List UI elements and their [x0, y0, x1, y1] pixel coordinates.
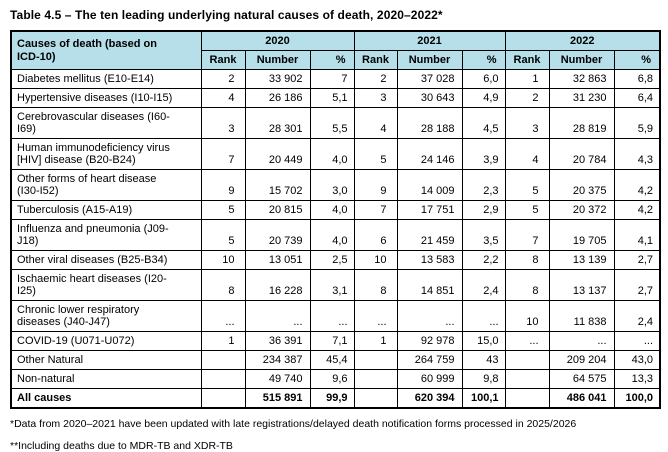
pct-cell: 2,3 — [462, 170, 505, 201]
number-cell: 92 978 — [397, 332, 462, 351]
rank-cell: 7 — [354, 201, 397, 220]
table-row — [11, 170, 660, 201]
number-cell: 14 851 — [397, 270, 462, 301]
rank-cell: 10 — [354, 251, 397, 270]
number-cell: 209 204 — [549, 351, 614, 370]
number-cell: 36 391 — [245, 332, 310, 351]
rank-header-2020: Rank — [201, 51, 245, 70]
number-cell: 13 137 — [549, 270, 614, 301]
pct-cell: ... — [310, 301, 354, 332]
pct-cell: 4,3 — [614, 139, 660, 170]
number-header-2021: Number — [397, 51, 462, 70]
cause-cell: COVID-19 (U071-U072) — [11, 332, 201, 351]
rank-cell: 9 — [354, 170, 397, 201]
pct-cell: 3,1 — [310, 270, 354, 301]
rank-cell — [201, 389, 245, 409]
number-cell: 28 188 — [397, 108, 462, 139]
rank-cell: 8 — [505, 251, 549, 270]
pct-cell: ... — [614, 332, 660, 351]
pct-cell: 4,0 — [310, 220, 354, 251]
pct-cell: 3,9 — [462, 139, 505, 170]
cause-cell: Non-natural — [11, 370, 201, 389]
rank-cell: 7 — [201, 139, 245, 170]
table-row — [11, 70, 660, 89]
rank-cell: 8 — [354, 270, 397, 301]
pct-cell: 45,4 — [310, 351, 354, 370]
rank-header-2022: Rank — [505, 51, 549, 70]
rank-cell: 10 — [201, 251, 245, 270]
cause-cell: Other Natural — [11, 351, 201, 370]
number-cell: 21 459 — [397, 220, 462, 251]
pct-cell: 43,0 — [614, 351, 660, 370]
number-cell: 16 228 — [245, 270, 310, 301]
cause-cell: Cerebrovascular diseases (I60-I69) — [11, 108, 201, 139]
rank-cell: 2 — [505, 89, 549, 108]
table-row — [11, 270, 660, 301]
pct-cell: 2,7 — [614, 251, 660, 270]
number-cell: 20 739 — [245, 220, 310, 251]
pct-cell: 9,8 — [462, 370, 505, 389]
table-row — [11, 139, 660, 170]
rank-cell: 3 — [201, 108, 245, 139]
percent-header-2021: % — [462, 51, 505, 70]
rank-cell: ... — [354, 301, 397, 332]
pct-cell: 4,0 — [310, 201, 354, 220]
pct-cell: 4,2 — [614, 201, 660, 220]
pct-cell: 4,2 — [614, 170, 660, 201]
cause-cell: Other viral diseases (B25-B34) — [11, 251, 201, 270]
pct-cell: 4,5 — [462, 108, 505, 139]
number-cell: 234 387 — [245, 351, 310, 370]
number-cell: 20 375 — [549, 170, 614, 201]
rank-cell — [505, 389, 549, 409]
number-cell: 19 705 — [549, 220, 614, 251]
cause-cell: Ischaemic heart diseases (I20-I25) — [11, 270, 201, 301]
pct-cell: 3,0 — [310, 170, 354, 201]
rank-cell: 10 — [505, 301, 549, 332]
rank-cell: ... — [505, 332, 549, 351]
rank-cell — [354, 351, 397, 370]
number-cell: 20 815 — [245, 201, 310, 220]
rank-cell: 5 — [505, 201, 549, 220]
number-cell: 14 009 — [397, 170, 462, 201]
cause-cell: Human immunodeficiency virus [HIV] disease (B20-B24) — [11, 139, 201, 170]
number-cell: 20 784 — [549, 139, 614, 170]
rank-cell — [201, 351, 245, 370]
number-cell: 37 028 — [397, 70, 462, 89]
table-row — [11, 251, 660, 270]
rank-cell: 3 — [354, 89, 397, 108]
pct-cell: 43 — [462, 351, 505, 370]
table-row — [11, 389, 660, 409]
rank-cell — [505, 351, 549, 370]
rank-cell: 9 — [201, 170, 245, 201]
pct-cell: 4,0 — [310, 139, 354, 170]
number-cell: 30 643 — [397, 89, 462, 108]
percent-header-2020: % — [310, 51, 354, 70]
rank-cell: 7 — [505, 220, 549, 251]
footnote-2: **Including deaths due to MDR-TB and XDR-TB — [10, 440, 233, 452]
cause-cell: Other forms of heart disease (I30-I52) — [11, 170, 201, 201]
percent-header-2022: % — [614, 51, 660, 70]
pct-cell: 5,5 — [310, 108, 354, 139]
number-header-2020: Number — [245, 51, 310, 70]
year-header-2020: 2020 — [201, 31, 354, 51]
causes-of-death-table — [10, 30, 661, 409]
table-title: Table 4.5 – The ten leading underlying natural causes of death, 2020–2022* — [10, 8, 443, 22]
number-cell: 486 041 — [549, 389, 614, 409]
number-cell: ... — [245, 301, 310, 332]
pct-cell: 6,8 — [614, 70, 660, 89]
pct-cell: 2,5 — [310, 251, 354, 270]
pct-cell: 100,1 — [462, 389, 505, 409]
number-cell: 17 751 — [397, 201, 462, 220]
number-cell: 11 838 — [549, 301, 614, 332]
rank-cell: 1 — [201, 332, 245, 351]
number-cell: ... — [397, 301, 462, 332]
table-header — [11, 31, 660, 70]
rank-cell: 4 — [505, 139, 549, 170]
number-cell: 264 759 — [397, 351, 462, 370]
table-row — [11, 332, 660, 351]
number-cell: 15 702 — [245, 170, 310, 201]
rank-cell: 8 — [505, 270, 549, 301]
table-row — [11, 89, 660, 108]
rank-cell: 1 — [505, 70, 549, 89]
number-cell: 33 902 — [245, 70, 310, 89]
pct-cell: 2,4 — [462, 270, 505, 301]
rank-cell: 5 — [354, 139, 397, 170]
cause-cell: Chronic lower respiratory diseases (J40-J47) — [11, 301, 201, 332]
pct-cell: 13,3 — [614, 370, 660, 389]
number-cell: 31 230 — [549, 89, 614, 108]
pct-cell: 7,1 — [310, 332, 354, 351]
rank-cell — [354, 389, 397, 409]
footnote-1: *Data from 2020–2021 have been updated with late registrations/delayed death notification forms processed in 2025/2026 — [10, 418, 577, 430]
footnotes — [10, 418, 659, 452]
pct-cell: 2,4 — [614, 301, 660, 332]
number-cell: 20 449 — [245, 139, 310, 170]
table-row — [11, 351, 660, 370]
pct-cell: 6,0 — [462, 70, 505, 89]
year-header-2022: 2022 — [505, 31, 660, 51]
pct-cell: 100,0 — [614, 389, 660, 409]
pct-cell: 99,9 — [310, 389, 354, 409]
rank-cell: 4 — [201, 89, 245, 108]
rank-header-2021: Rank — [354, 51, 397, 70]
cause-cell: Tuberculosis (A15-A19) — [11, 201, 201, 220]
rank-cell: 3 — [505, 108, 549, 139]
number-cell: 28 301 — [245, 108, 310, 139]
rank-cell: 6 — [354, 220, 397, 251]
number-cell: 64 575 — [549, 370, 614, 389]
rank-cell — [201, 370, 245, 389]
number-cell: 515 891 — [245, 389, 310, 409]
number-cell: 620 394 — [397, 389, 462, 409]
pct-cell: 2,9 — [462, 201, 505, 220]
corner-header: Causes of death (based on ICD-10) — [11, 31, 201, 70]
cause-cell: All causes — [11, 389, 201, 409]
rank-cell — [354, 370, 397, 389]
cause-cell: Influenza and pneumonia (J09-J18) — [11, 220, 201, 251]
rank-cell: 5 — [201, 220, 245, 251]
number-cell: 13 139 — [549, 251, 614, 270]
pct-cell: 2,7 — [614, 270, 660, 301]
table-body — [11, 70, 660, 409]
pct-cell: 7 — [310, 70, 354, 89]
rank-cell — [505, 370, 549, 389]
pct-cell: 3,5 — [462, 220, 505, 251]
number-cell: 26 186 — [245, 89, 310, 108]
year-header-2021: 2021 — [354, 31, 505, 51]
pct-cell: 6,4 — [614, 89, 660, 108]
number-cell: 49 740 — [245, 370, 310, 389]
table-row — [11, 108, 660, 139]
rank-cell: 5 — [201, 201, 245, 220]
number-cell: 13 583 — [397, 251, 462, 270]
number-cell: 24 146 — [397, 139, 462, 170]
pct-cell: 4,1 — [614, 220, 660, 251]
pct-cell: 2,2 — [462, 251, 505, 270]
cause-cell: Diabetes mellitus (E10-E14) — [11, 70, 201, 89]
number-cell: 32 863 — [549, 70, 614, 89]
pct-cell: 4,9 — [462, 89, 505, 108]
table-row — [11, 201, 660, 220]
pct-cell: 5,1 — [310, 89, 354, 108]
number-cell: 60 999 — [397, 370, 462, 389]
pct-cell: 5,9 — [614, 108, 660, 139]
pct-cell: ... — [462, 301, 505, 332]
number-cell: 28 819 — [549, 108, 614, 139]
pct-cell: 9,6 — [310, 370, 354, 389]
rank-cell: 2 — [201, 70, 245, 89]
pct-cell: 15,0 — [462, 332, 505, 351]
rank-cell: 2 — [354, 70, 397, 89]
number-cell: 20 372 — [549, 201, 614, 220]
rank-cell: 4 — [354, 108, 397, 139]
rank-cell: 8 — [201, 270, 245, 301]
year-header-row — [11, 31, 660, 51]
number-header-2022: Number — [549, 51, 614, 70]
rank-cell: 1 — [354, 332, 397, 351]
rank-cell: 5 — [505, 170, 549, 201]
rank-cell: ... — [201, 301, 245, 332]
number-cell: ... — [549, 332, 614, 351]
cause-cell: Hypertensive diseases (I10-I15) — [11, 89, 201, 108]
table-row — [11, 301, 660, 332]
table-row — [11, 370, 660, 389]
number-cell: 13 051 — [245, 251, 310, 270]
table-row — [11, 220, 660, 251]
